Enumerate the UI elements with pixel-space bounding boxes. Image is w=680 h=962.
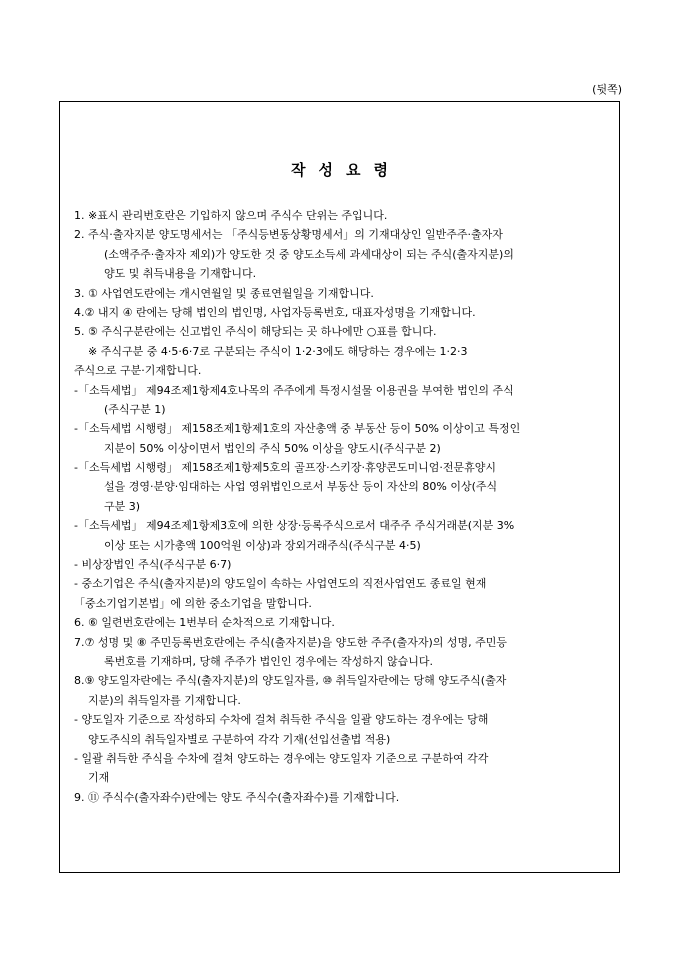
instruction-line: 9. ⑪ 주식수(출자좌수)란에는 양도 주식수(출자좌수)를 기재합니다.: [74, 790, 400, 804]
instruction-line: 5. ⑤ 주식구분란에는 신고법인 주식이 해당되는 곳 하나에만 ○표를 합니다.: [74, 325, 437, 339]
instruction-line: ※ 주식구분 중 4·5·6·7로 구분되는 주식이 1·2·3에도 해당하는 경우에는 1·2·3: [88, 344, 468, 358]
instruction-line: 2. 주식·출자지분 양도명세서는 「주식등변동상황명세서」의 기재대상인 일반주주·출자자: [74, 228, 503, 242]
instruction-line: 4.② 내지 ④ 란에는 당해 법인의 법인명, 사업자등록번호, 대표자성명을 기재합니다.: [74, 305, 476, 319]
instruction-line: -「소득세법 시행령」 제158조제1항제5호의 골프장·스키장·휴양콘도미니엄·전문휴양시: [74, 461, 496, 475]
instruction-line: 양도 및 취득내용을 기재합니다.: [104, 267, 257, 281]
instruction-line: - 비상장법인 주식(주식구분 6·7): [74, 558, 232, 572]
instruction-line: (주식구분 1): [104, 402, 166, 416]
instruction-line: 「중소기업기본법」에 의한 중소기업을 말합니다.: [74, 596, 312, 610]
instruction-line: 7.⑦ 성명 및 ⑧ 주민등록번호란에는 주식(출자지분)을 양도한 주주(출자자)의 성명, 주민등: [74, 635, 508, 649]
page-side-label: (뒷쪽): [592, 83, 622, 96]
page-title: 작성요령: [291, 161, 401, 179]
instruction-line: - 중소기업은 주식(출자지분)의 양도일이 속하는 사업연도의 직전사업연도 종료일 현재: [74, 577, 487, 591]
instructions-box: [59, 101, 620, 873]
instruction-line: -「소득세법 시행령」 제158조제1항제1호의 자산총액 중 부동산 등이 50% 이상이고 특정인: [74, 422, 521, 436]
instruction-line: - 일괄 취득한 주식을 수차에 걸쳐 양도하는 경우에는 양도일자 기준으로 구분하여 각각: [74, 751, 489, 765]
instructions-body: [74, 206, 607, 807]
instruction-line: 1. ※표시 관리번호란은 기입하지 않으며 주식수 단위는 주입니다.: [74, 209, 388, 222]
instruction-line: 지분이 50% 이상이면서 법인의 주식 50% 이상을 양도시(주식구분 2): [104, 441, 441, 455]
instruction-line: 3. ① 사업연도란에는 개시연월일 및 종료연월일을 기재합니다.: [74, 286, 374, 300]
instruction-line: -「소득세법」 제94조제1항제3호에 의한 상장·등록주식으로서 대주주 주식거래분(지분 3%: [74, 519, 515, 533]
instruction-line: 8.⑨ 양도일자란에는 주식(출자지분)의 양도일자를, ⑩ 취득일자란에는 당해 양도주식(출자: [74, 674, 507, 688]
instruction-line: 구분 3): [104, 499, 141, 513]
instruction-line: 6. ⑥ 일련번호란에는 1번부터 순차적으로 기재합니다.: [74, 616, 335, 630]
instruction-line: -「소득세법」 제94조제1항제4호나목의 주주에게 특정시설물 이용권을 부여한 법인의 주식: [74, 383, 514, 397]
instruction-line: 록번호를 기재하며, 당해 주주가 법인인 경우에는 작성하지 않습니다.: [104, 654, 433, 668]
instruction-line: - 양도일자 기준으로 작성하되 수차에 걸쳐 취득한 주식을 일괄 양도하는 경우에는 당해: [74, 713, 489, 727]
instruction-line: 주식으로 구분·기재합니다.: [74, 364, 202, 378]
instruction-line: 양도주식의 취득일자별로 구분하여 각각 기재(선입선출법 적용): [88, 732, 391, 746]
instruction-line: 설을 경영·분양·임대하는 사업 영위법인으로서 부동산 등이 자산의 80% 이상(주식: [104, 480, 498, 494]
instruction-line: 지분)의 취득일자를 기재합니다.: [88, 693, 241, 707]
instruction-line: 기재: [88, 771, 110, 785]
instruction-line: 이상 또는 시가총액 100억원 이상)과 장외거래주식(주식구분 4·5): [104, 538, 421, 552]
instruction-line: (소액주주·출자자 제외)가 양도한 것 중 양도소득세 과세대상이 되는 주식(출자지분)의: [104, 247, 514, 261]
